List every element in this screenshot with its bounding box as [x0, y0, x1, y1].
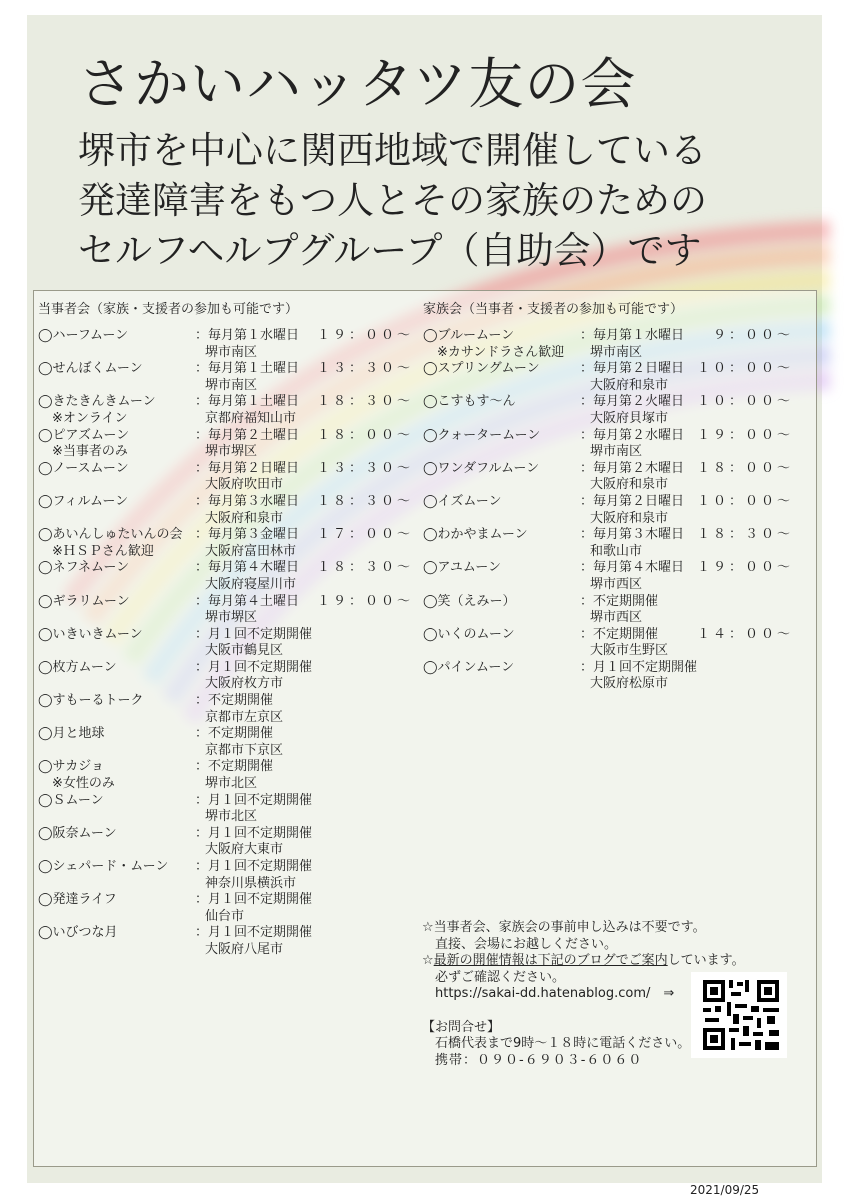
group-schedule: ：不定期開催 — [195, 759, 274, 775]
group-schedule: ：月１回不定期開催 — [195, 659, 313, 675]
group-entry — [38, 826, 413, 859]
group-name: ◯笑（えみー） — [423, 593, 516, 609]
group-schedule: ：毎月第４土曜日 — [195, 593, 300, 609]
group-name: ◯スプリングムーン — [423, 361, 540, 377]
group-name: ◯すもーるトーク — [38, 693, 144, 709]
group-name: ◯いくのムーン — [423, 626, 515, 642]
family-group-list — [423, 328, 803, 693]
group-note: ※女性のみ — [52, 776, 115, 792]
group-schedule: ：毎月第２日曜日 — [195, 460, 300, 476]
group-location: 大阪府吹田市 — [205, 477, 284, 493]
group-start-time: １８：３０～ — [316, 493, 413, 509]
group-name: ◯ギラリムーン — [38, 593, 130, 609]
group-entry — [38, 759, 413, 792]
group-entry — [423, 494, 803, 527]
group-schedule: ：月１回不定期開催 — [195, 859, 313, 874]
group-entry — [423, 428, 803, 461]
group-start-time: １３：３０～ — [316, 361, 413, 377]
group-location: 京都府福知山市 — [205, 410, 297, 426]
group-location: 堺市西区 — [590, 610, 643, 626]
group-name: ◯きたきんきムーン — [38, 394, 156, 410]
group-schedule: ：毎月第３金曜日 — [195, 527, 300, 543]
group-start-time: １８：００～ — [696, 460, 793, 476]
group-schedule: ：毎月第４木曜日 — [195, 560, 300, 576]
group-schedule: ：不定期開催 — [195, 693, 274, 709]
group-location: 大阪府和泉市 — [590, 377, 669, 393]
group-name: ◯シェパード・ムーン — [38, 859, 169, 874]
group-entry — [38, 594, 413, 627]
group-entry — [38, 793, 413, 826]
group-name: ◯ネフネムーン — [38, 560, 130, 576]
group-location: 仙台市 — [205, 908, 245, 924]
group-name: ◯いびつな月 — [38, 925, 118, 941]
group-entry — [38, 892, 413, 925]
group-name: ◯枚方ムーン — [38, 659, 117, 675]
group-schedule: ：毎月第１土曜日 — [195, 361, 300, 377]
group-start-time: １８：００～ — [316, 427, 413, 443]
group-location: 堺市北区 — [205, 776, 258, 792]
group-schedule: ：毎月第４木曜日 — [580, 560, 685, 576]
group-entry — [423, 394, 803, 427]
group-location: 大阪府寝屋川市 — [205, 576, 297, 592]
group-start-time: １７：００～ — [316, 527, 413, 543]
group-start-time: １８：３０～ — [316, 394, 413, 410]
group-entry — [38, 859, 413, 892]
group-schedule: ：月１回不定期開催 — [195, 626, 313, 642]
right-heading: 家族会（当事者・支援者の参加も可能です） — [423, 302, 684, 317]
group-name: ◯フィルムーン — [38, 493, 129, 509]
note-latest-info-rest: しています。 — [667, 953, 745, 969]
group-location: 堺市北区 — [205, 809, 258, 825]
note-latest-info — [422, 953, 745, 970]
group-schedule: ：毎月第２土曜日 — [195, 427, 300, 443]
group-note: ※当事者のみ — [52, 444, 128, 460]
document-date: 2021/09/25 — [690, 1183, 760, 1197]
group-schedule: ：毎月第２日曜日 — [580, 361, 685, 377]
group-location: 堺市南区 — [590, 344, 643, 360]
group-note: ※オンライン — [52, 410, 128, 426]
group-location: 大阪府和泉市 — [205, 510, 284, 526]
group-location: 和歌山市 — [590, 543, 643, 559]
group-name: ◯阪奈ムーン — [38, 825, 117, 841]
group-entry — [423, 361, 803, 394]
star-icon: ☆ — [422, 953, 434, 969]
group-name: ◯ピアズムーン — [38, 427, 130, 443]
group-start-time: ９：００～ — [712, 328, 793, 343]
group-entry — [38, 627, 413, 660]
group-start-time: １０：００～ — [696, 493, 793, 509]
group-name: ◯ノースムーン — [38, 460, 129, 476]
group-name: ◯パインムーン — [423, 659, 515, 675]
group-entry — [38, 328, 413, 361]
group-schedule: ：月１回不定期開催 — [195, 925, 313, 941]
group-location: 大阪府和泉市 — [590, 510, 669, 526]
phone-number: 携帯：０９０-６９０３-６０６０ — [435, 1052, 643, 1068]
group-schedule: ：不定期開催 — [580, 626, 659, 642]
group-schedule: ：毎月第２火曜日 — [580, 394, 685, 410]
contact-line: 石橋代表まで9時～１８時に電話ください。 — [435, 1036, 691, 1052]
group-entry — [38, 560, 413, 593]
group-name: ◯Ｓムーン — [38, 792, 104, 808]
group-name: ◯ブルームーン — [423, 328, 515, 343]
group-entry — [423, 461, 803, 494]
subtitle-line-3: セルフヘルプグループ（自助会）です — [78, 229, 702, 272]
group-start-time: １４：００～ — [696, 626, 793, 642]
group-entry — [38, 361, 413, 394]
group-entry — [38, 925, 413, 958]
group-entry — [38, 394, 413, 427]
group-start-time: １８：３０～ — [696, 527, 793, 543]
group-name: ◯ワンダフルムーン — [423, 460, 540, 476]
group-entry — [423, 660, 803, 693]
group-name: ◯アユムーン — [423, 560, 501, 576]
group-entry — [38, 461, 413, 494]
group-name: ◯イズムーン — [423, 493, 502, 509]
group-note: ※ＨＳＰさん歓迎 — [52, 543, 154, 559]
group-schedule: ：毎月第２水曜日 — [580, 427, 685, 443]
group-schedule: ：毎月第３木曜日 — [580, 527, 685, 543]
group-location: 大阪府枚方市 — [205, 676, 284, 692]
self-help-group-list — [38, 328, 413, 959]
group-start-time: １３：３０～ — [316, 460, 413, 476]
group-location: 堺市堺区 — [205, 444, 258, 460]
subtitle-line-1: 堺市を中心に関西地域で開催している — [78, 129, 707, 172]
group-name: ◯クォータームーン — [423, 427, 541, 443]
group-location: 堺市南区 — [590, 444, 643, 460]
group-location: 大阪府貝塚市 — [590, 410, 669, 426]
group-start-time: １０：００～ — [696, 361, 793, 377]
group-schedule: ：月１回不定期開催 — [195, 792, 313, 808]
group-location: 大阪府大東市 — [205, 842, 284, 858]
subtitle-line-2: 発達障害をもつ人とその家族のための — [78, 179, 707, 222]
group-schedule: ：毎月第１水曜日 — [195, 328, 300, 343]
group-entry — [38, 726, 413, 759]
page-title: さかいハッタツ友の会 — [78, 52, 637, 116]
group-entry — [38, 428, 413, 461]
group-start-time: １９：００～ — [316, 328, 413, 343]
group-entry — [423, 560, 803, 593]
group-location: 堺市南区 — [205, 344, 258, 360]
group-name: ◯せんぼくムーン — [38, 361, 143, 377]
group-schedule: ：毎月第２木曜日 — [580, 460, 685, 476]
group-location: 大阪府和泉市 — [590, 477, 669, 493]
group-location: 堺市南区 — [205, 377, 258, 393]
group-location: 神奈川県横浜市 — [205, 875, 297, 891]
group-name: ◯いきいきムーン — [38, 626, 143, 642]
group-start-time: １８：３０～ — [316, 560, 413, 576]
qr-code-icon[interactable] — [691, 972, 787, 1058]
group-name: ◯こすもす～ん — [423, 394, 516, 410]
group-schedule: ：毎月第１土曜日 — [195, 394, 300, 410]
group-entry — [423, 527, 803, 560]
group-entry — [423, 627, 803, 660]
note-please-check: 必ずご確認ください。 — [435, 969, 566, 985]
group-entry — [38, 660, 413, 693]
group-start-time: １９：００～ — [696, 427, 793, 443]
group-name: ◯ハーフムーン — [38, 328, 129, 343]
group-name: ◯発達ライフ — [38, 892, 117, 908]
group-schedule: ：月１回不定期開催 — [580, 659, 698, 675]
left-heading: 当事者会（家族・支援者の参加も可能です） — [38, 302, 299, 317]
group-name: ◯わかやまムーン — [423, 527, 528, 543]
group-location: 京都市下京区 — [205, 742, 284, 758]
group-location: 堺市堺区 — [205, 610, 258, 626]
group-location: 大阪府八尾市 — [205, 941, 284, 957]
note-no-registration: ☆当事者会、家族会の事前申し込みは不要です。 — [422, 920, 706, 935]
group-schedule: ：月１回不定期開催 — [195, 892, 313, 908]
group-name: ◯あいんしゅたいんの会 — [38, 527, 183, 543]
group-schedule: ：月１回不定期開催 — [195, 825, 313, 841]
group-location: 大阪市生野区 — [590, 643, 669, 659]
group-entry — [38, 494, 413, 527]
group-start-time: １０：００～ — [696, 394, 793, 410]
group-name: ◯サカジョ — [38, 759, 105, 775]
group-schedule: ：毎月第２日曜日 — [580, 493, 685, 509]
group-location: 大阪府松原市 — [590, 676, 669, 692]
group-schedule: ：毎月第３水曜日 — [195, 493, 300, 509]
group-entry — [38, 693, 413, 726]
group-location: 大阪府富田林市 — [205, 543, 297, 559]
contact-heading: 【お問合せ】 — [422, 1019, 501, 1035]
group-name: ◯月と地球 — [38, 726, 105, 742]
group-entry — [38, 527, 413, 560]
group-schedule: ：不定期開催 — [195, 726, 274, 742]
group-entry — [423, 328, 803, 361]
note-come-directly: 直接、会場にお越しください。 — [435, 936, 618, 952]
group-schedule: ：不定期開催 — [580, 593, 659, 609]
group-location: 堺市西区 — [590, 576, 643, 592]
group-location: 京都市左京区 — [205, 709, 284, 725]
note-latest-info-underlined: 最新の開催情報は下記のブログでご案内 — [433, 953, 668, 969]
group-schedule: ：毎月第１水曜日 — [580, 328, 685, 343]
group-start-time: １９：００～ — [696, 560, 793, 576]
group-note: ※カサンドラさん歓迎 — [437, 344, 565, 360]
blog-url-link[interactable]: https://sakai-dd.hatenablog.com/ ⇒ — [435, 986, 675, 1002]
group-start-time: １９：００～ — [316, 593, 413, 609]
group-location: 大阪市鶴見区 — [205, 643, 284, 659]
group-entry — [423, 594, 803, 627]
